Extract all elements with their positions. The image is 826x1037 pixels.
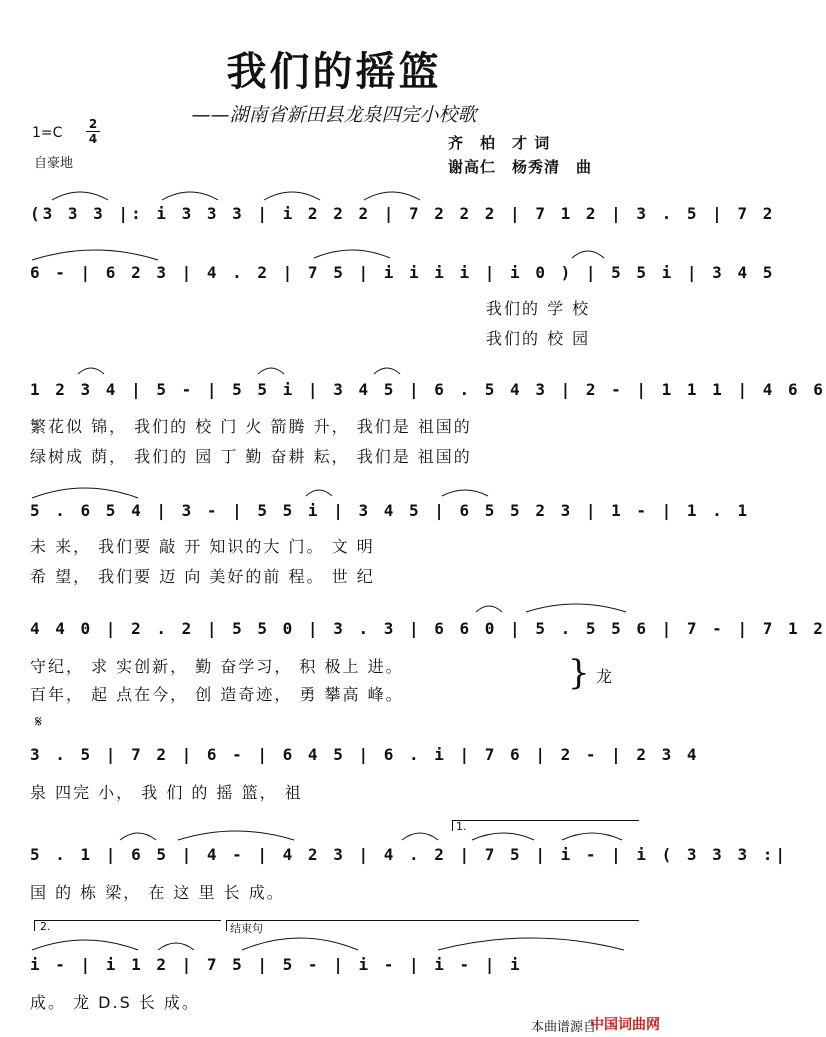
side-lyric: 龙 (596, 667, 613, 686)
notation-system-3 (30, 375, 826, 405)
site-watermark: 中国词曲网 (590, 1017, 660, 1033)
notation-system-8 (30, 950, 640, 980)
song-title: 我们的摇篮 (226, 49, 442, 95)
lyricist-credit: 齐 柏 才 词 (448, 134, 551, 152)
time-signature-top: 2 (88, 117, 98, 131)
tie-slur (30, 480, 140, 500)
phrase-slur (400, 826, 440, 842)
triplet-slur (362, 184, 422, 202)
notation-system-7 (30, 840, 788, 870)
notation-system-6 (30, 740, 700, 770)
notation-row: 5 . 6 5 4 | 3 - | 5 5 i | 3 4 5 | 6 5 5 2 3 | 1 - | 1 . 1 (30, 501, 751, 520)
tie-slur (524, 598, 628, 614)
lyric-line-verse-1: 未 来， 我们要 敲 开 知识的大 门。 文 明 (30, 537, 375, 556)
phrase-slur (76, 362, 106, 376)
lyric-line-verse-1: 我们的 学 校 (486, 299, 591, 318)
first-ending-label: 1. (456, 820, 467, 833)
tie-slur (30, 242, 160, 262)
triplet-slur (312, 242, 392, 260)
tie-slur (30, 932, 140, 952)
triplet-slur (560, 826, 624, 842)
triplet-slur (262, 184, 322, 202)
notation-row: 4 4 0 | 2 . 2 | 5 5 0 | 3 . 3 | 6 6 0 | 5 . 5 5 6 | 7 - | 7 1 2 (30, 619, 826, 638)
second-ending-label: 2. (40, 920, 51, 933)
tempo-mark: 自豪地 (34, 156, 74, 171)
tie-slur (470, 826, 536, 842)
tie-slur (176, 824, 296, 842)
tie-slur (436, 930, 626, 952)
lyric-line: 国 的 栋 梁， 在 这 里 长 成。 (30, 883, 285, 902)
phrase-slur (570, 244, 606, 260)
notation-row: (3 3 3 |: i 3 3 3 | i 2 2 2 | 7 2 2 2 | 7 1 2 | 3 . 5 | 7 2 (30, 204, 776, 223)
phrase-slur (304, 484, 334, 498)
lyric-line-verse-1: 守纪， 求 实创新， 勤 奋学习， 积 极上 进。 (30, 657, 404, 676)
lyric-line: 泉 四完 小， 我 们 的 摇 篮， 祖 (30, 783, 303, 802)
verse-brace: } (568, 653, 590, 693)
notation-row: i - | i 1 2 | 7 5 | 5 - | i - | i - | i (30, 955, 523, 974)
phrase-slur (440, 484, 490, 498)
notation-system-2 (30, 258, 776, 288)
notation-system-1 (30, 199, 776, 229)
phrase-slur (474, 600, 504, 614)
phrase-slur (372, 362, 402, 376)
song-subtitle: ——湖南省新田县龙泉四完小校歌 (191, 104, 477, 126)
notation-row: 1 2 3 4 | 5 - | 5 5 i | 3 4 5 | 6 . 5 4 3 | 2 - | 1 1 1 | 4 6 6 (30, 380, 826, 399)
lyric-line-verse-2: 希 望， 我们要 迈 向 美好的前 程。 世 纪 (30, 567, 375, 586)
lyric-line: 成。 龙 D.S 长 成。 (30, 993, 200, 1012)
phrase-slur (156, 936, 196, 952)
phrase-slur (118, 826, 158, 842)
lyric-line-verse-2: 我们的 校 园 (486, 329, 591, 348)
lyric-line-verse-2: 绿树成 荫， 我们的 园 丁 勤 奋耕 耘， 我们是 祖国的 (30, 447, 472, 466)
notation-row: 3 . 5 | 7 2 | 6 - | 6 4 5 | 6 . i | 7 6 | 2 - | 2 3 4 (30, 745, 700, 764)
phrase-slur (256, 362, 286, 376)
time-signature (86, 118, 100, 145)
coda-label: 结束句 (230, 922, 263, 935)
notation-row: 5 . 1 | 6 5 | 4 - | 4 2 3 | 4 . 2 | 7 5 | i - | i ( 3 3 3 :| (30, 845, 788, 864)
tie-slur (240, 930, 360, 952)
triplet-slur (160, 184, 220, 202)
time-signature-bottom: 4 (88, 132, 98, 146)
source-label: 本曲谱源自 (530, 1020, 596, 1035)
notation-row: 6 - | 6 2 3 | 4 . 2 | 7 5 | i i i i | i 0 ) | 5 5 i | 3 4 5 (30, 263, 776, 282)
lyric-line-verse-1: 繁花似 锦， 我们的 校 门 火 箭腾 升， 我们是 祖国的 (30, 417, 472, 436)
triplet-slur (50, 184, 110, 202)
notation-system-5 (30, 614, 826, 644)
composer-credit: 谢高仁 杨秀清 曲 (448, 158, 593, 176)
key-signature: 1=C (32, 125, 63, 141)
second-ending-bracket (34, 920, 221, 931)
segno-sign: 𝄋 (35, 712, 42, 731)
notation-system-4 (30, 496, 751, 526)
lyric-line-verse-2: 百年， 起 点在今， 创 造奇迹， 勇 攀高 峰。 (30, 685, 404, 704)
